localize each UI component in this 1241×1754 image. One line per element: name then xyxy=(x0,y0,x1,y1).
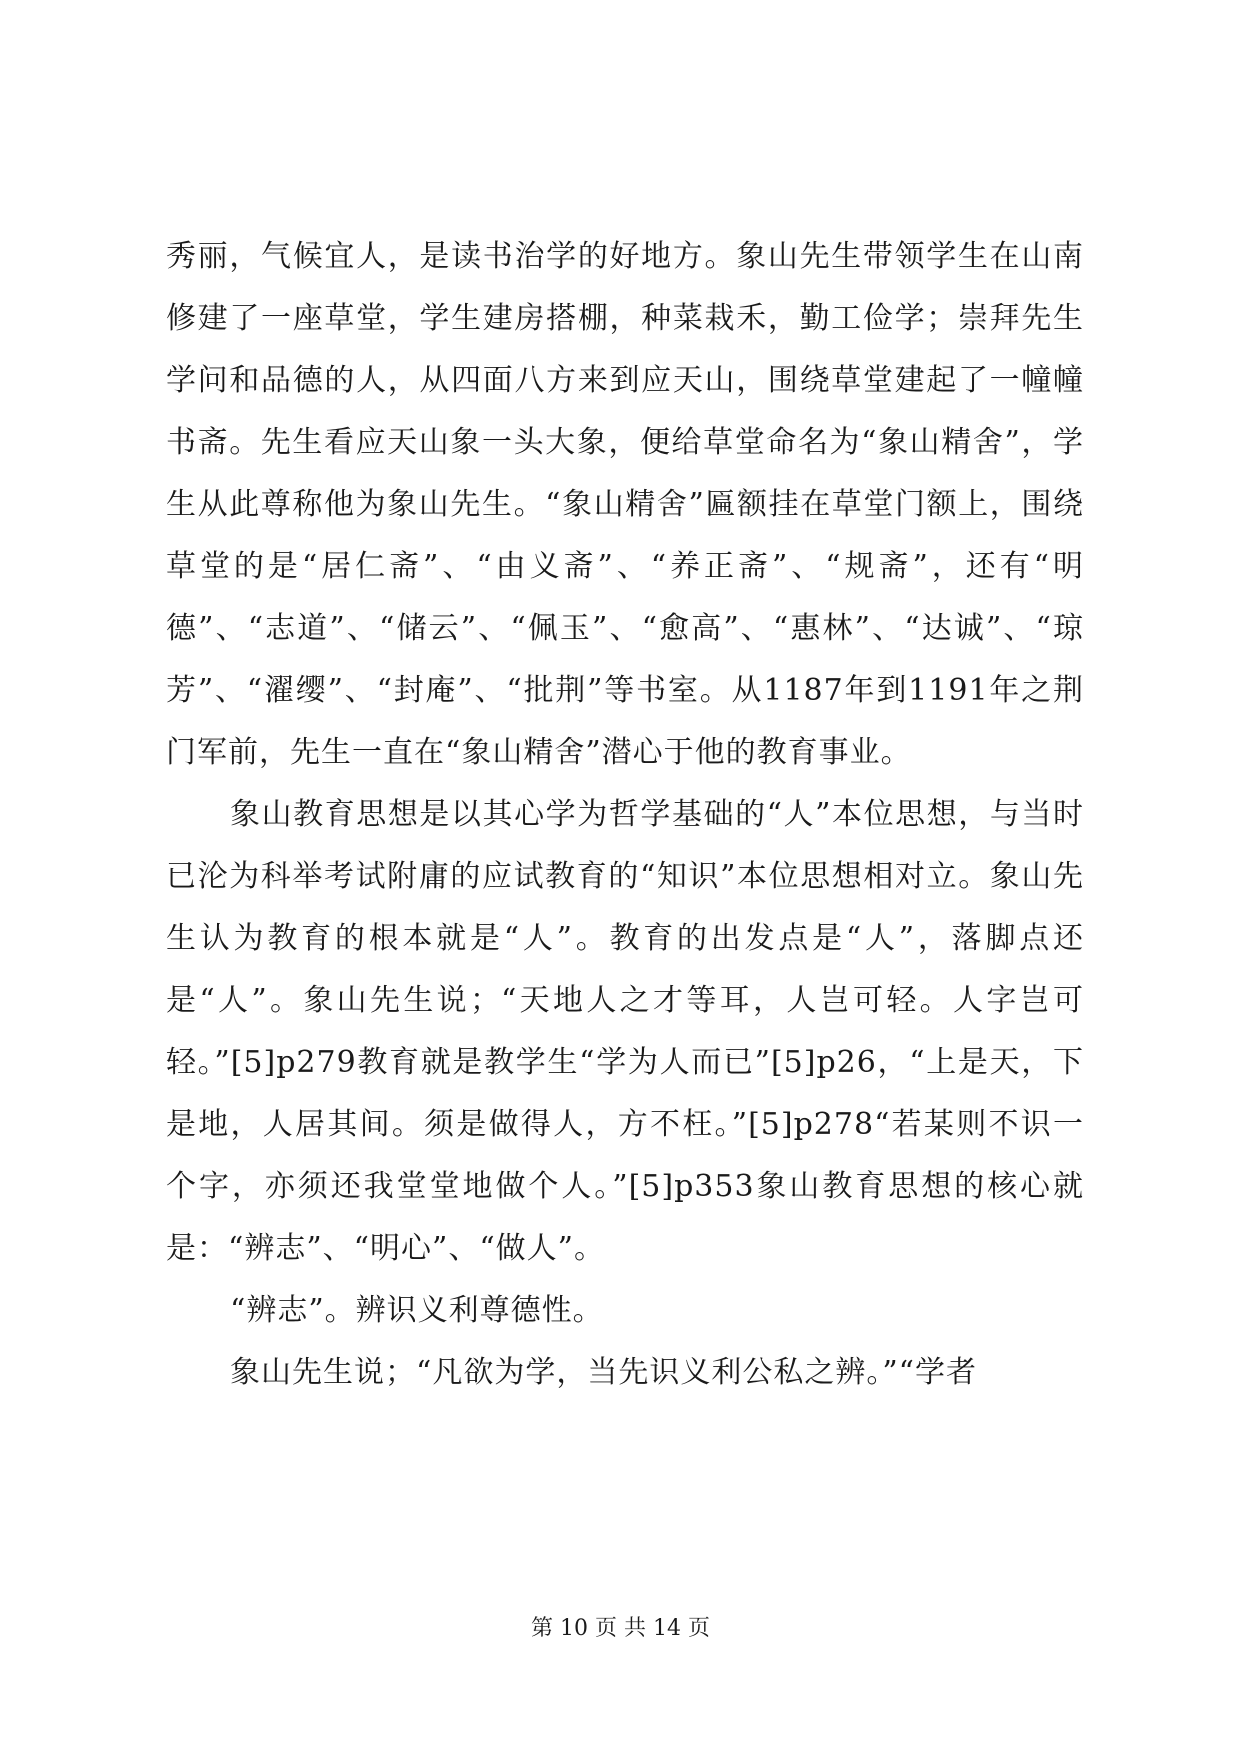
paragraph-2: 象山教育思想是以其心学为哲学基础的“人”本位思想，与当时已沦为科举考试附庸的应试教育的“知识”本位思想相对立。象山先生认为教育的根本就是“人”。教育的出发点是“人”，落脚点还是“人”。象山先生说；“天地人之才等耳，人岂可轻。人字岂可轻。”[5]p279教育就是教学生“学为人而已”[5]p26，“上是天，下是地，人居其间。须是做得人，方不枉。”[5]p278“若某则不识一个字，亦须还我堂堂地做个人。”[5]p353象山教育思想的核心就是：“辨志”、“明心”、“做人”。 xyxy=(166,797,1084,1266)
body-text xyxy=(166,226,1084,1404)
paragraph-4: 象山先生说；“凡欲为学，当先识义利公私之辨。”“学者 xyxy=(230,1355,978,1390)
paragraph-1: 秀丽，气候宜人，是读书治学的好地方。象山先生带领学生在山南修建了一座草堂，学生建房搭棚，种菜栽禾，勤工俭学；崇拜先生学问和品德的人，从四面八方来到应天山，围绕草堂建起了一幢幢书斋。先生看应天山象一头大象，便给草堂命名为“象山精舍”，学生从此尊称他为象山先生。“象山精舍”匾额挂在草堂门额上，围绕草堂的是“居仁斋”、“由义斋”、“养正斋”、“规斋”，还有“明德”、“志道”、“储云”、“佩玉”、“愈高”、“惠林”、“达诚”、“琼芳”、“濯缨”、“封庵”、“批荆”等书室。从1187年到1191年之荆门军前，先生一直在“象山精舍”潜心于他的教育事业。 xyxy=(166,239,1084,770)
page-footer: 第 10 页 共 14 页 xyxy=(531,1616,710,1641)
paragraph-3: “辨志”。辨识义利尊德性。 xyxy=(230,1293,604,1328)
